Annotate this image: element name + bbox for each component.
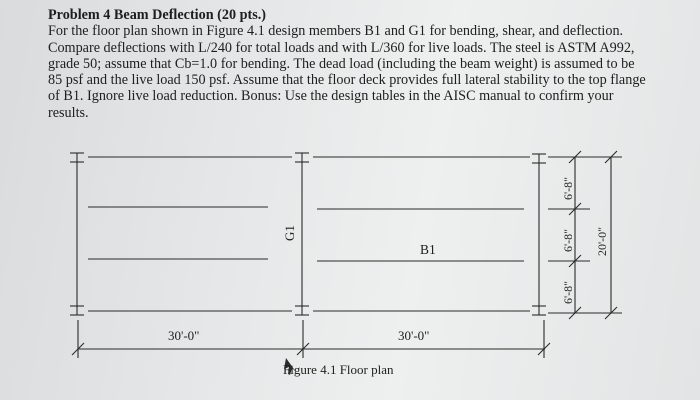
girder-g1-label: G1 [282,225,297,241]
problem-title: Problem 4 Beam Deflection (20 pts.) [48,7,267,23]
spacing-label-top: 6'-8" [561,176,575,200]
problem-body: For the floor plan shown in Figure 4.1 design members B1 and G1 for bending, shear, and deflection. Compare deflections with L/240 for total loads and with L/360 for live loads. The steel is ASTM A992, grade 50; assume that Cb=1.0 for bending. The dead load (including the beam weight) is assumed to be 85 psf and the live load 150 psf. Assume that the floor deck provides full lateral stability to the top flange of B1. Ignore live load reduction. Bonus: Use the design tables in the AISC manual to confirm your results. [48,23,646,121]
total-depth-label: 20'-0" [595,226,609,256]
figure-caption: Figure 4.1 Floor plan [283,362,394,377]
spacing-label-bottom: 6'-8" [561,280,575,304]
beam-b1-label: B1 [420,242,436,257]
span-left-label: 30'-0" [168,328,200,343]
spacing-label-middle: 6'-8" [561,228,575,252]
span-right-label: 30'-0" [398,328,430,343]
